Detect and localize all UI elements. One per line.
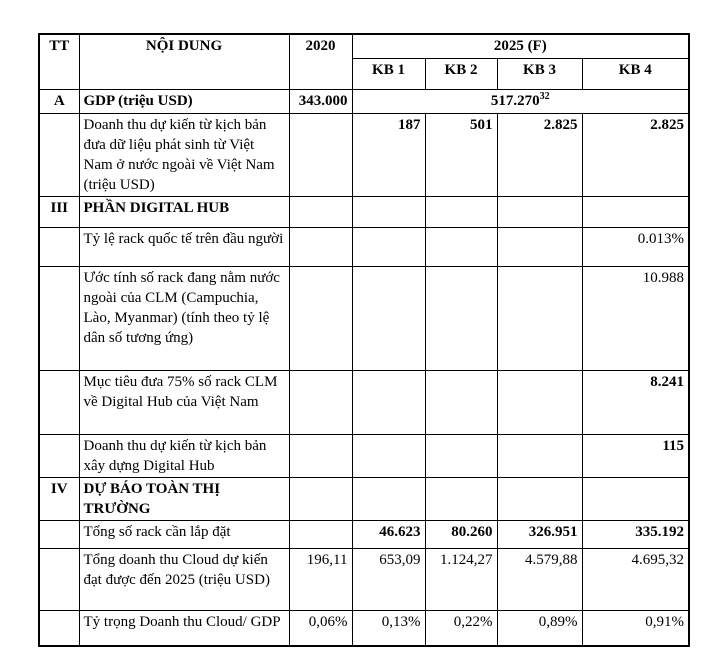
value-cell-kb4: 0,91% [582, 610, 689, 646]
value-cell-merged-2025 [352, 89, 689, 113]
value-cell-kb2: 0,22% [425, 610, 497, 646]
value-cell-kb2: 501 [425, 113, 497, 196]
value-cell-kb2: 1.124,27 [425, 548, 497, 610]
row-index-cell [39, 227, 79, 266]
table-row-revenue-data [39, 113, 689, 196]
row-label-cell: PHẦN DIGITAL HUB [79, 196, 289, 227]
table-row-gdp [39, 89, 689, 113]
footnote-ref-icon: 32 [539, 90, 550, 102]
value-cell-kb1: 187 [352, 113, 425, 196]
table-row-target-75pct [39, 370, 689, 434]
value-cell-kb4: 115 [582, 434, 689, 477]
value-cell-kb1: 0,13% [352, 610, 425, 646]
row-index-cell [39, 520, 79, 548]
row-index-cell [39, 548, 79, 610]
value-cell-2020 [289, 520, 352, 548]
table-row-hub-revenue [39, 434, 689, 477]
value-cell-kb1 [352, 196, 425, 227]
value-cell-kb2: 80.260 [425, 520, 497, 548]
value-cell-kb3: 4.579,88 [497, 548, 582, 610]
table-row-cloud-gdp-ratio [39, 610, 689, 646]
value-cell-kb4: 8.241 [582, 370, 689, 434]
col-header-2025: 2025 (F) [352, 34, 689, 58]
col-header-kb2: KB 2 [425, 58, 497, 89]
value-cell-2020 [289, 477, 352, 520]
row-index-cell [39, 370, 79, 434]
table-row-total-racks [39, 520, 689, 548]
value-cell-kb4: 2.825 [582, 113, 689, 196]
value-cell-kb2 [425, 434, 497, 477]
col-header-kb4: KB 4 [582, 58, 689, 89]
value-cell-kb1 [352, 266, 425, 370]
value-cell-kb2 [425, 196, 497, 227]
value-cell-kb4 [582, 477, 689, 520]
value-cell-kb3: 326.951 [497, 520, 582, 548]
row-index-cell [39, 266, 79, 370]
row-label-cell: Doanh thu dự kiến từ kịch bản đưa dữ liệu phát sinh từ Việt Nam ở nước ngoài về Việt Nam (triệu USD) [79, 113, 289, 196]
col-header-kb1: KB 1 [352, 58, 425, 89]
value-cell-kb3 [497, 477, 582, 520]
gdp-2025-value: 517.270 [490, 92, 540, 109]
value-cell-kb4: 4.695,32 [582, 548, 689, 610]
value-cell-2020: 196,11 [289, 548, 352, 610]
row-label-cell: Ước tính số rack đang nằm nước ngoài của CLM (Campuchia, Lào, Myanmar) (tính theo tỷ lệ dân số tương ứng) [79, 266, 289, 370]
table-row-section-iv [39, 477, 689, 520]
value-cell-2020 [289, 370, 352, 434]
value-cell-kb1 [352, 477, 425, 520]
row-index-cell [39, 434, 79, 477]
value-cell-2020 [289, 113, 352, 196]
row-label-cell: GDP (triệu USD) [79, 89, 289, 113]
col-header-tt: TT [39, 34, 79, 89]
value-cell-2020: 0,06% [289, 610, 352, 646]
row-label-cell: Tổng số rack cần lắp đặt [79, 520, 289, 548]
value-cell-kb1 [352, 370, 425, 434]
row-index-cell [39, 113, 79, 196]
col-header-noi-dung: NỘI DUNG [79, 34, 289, 89]
value-cell-kb4: 10.988 [582, 266, 689, 370]
value-cell-kb4: 0.013% [582, 227, 689, 266]
value-cell-kb3 [497, 227, 582, 266]
table-row-total-cloud-revenue [39, 548, 689, 610]
row-label-cell: Tỷ lệ rack quốc tế trên đầu người [79, 227, 289, 266]
row-label-cell: Tổng doanh thu Cloud dự kiến đạt được đến 2025 (triệu USD) [79, 548, 289, 610]
row-label-cell: DỰ BÁO TOÀN THỊ TRƯỜNG [79, 477, 289, 520]
table-row-section-iii [39, 196, 689, 227]
col-header-kb3: KB 3 [497, 58, 582, 89]
value-cell-kb3: 2.825 [497, 113, 582, 196]
value-cell-kb3 [497, 196, 582, 227]
value-cell-kb4: 335.192 [582, 520, 689, 548]
row-index-cell: III [39, 196, 79, 227]
value-cell-kb2 [425, 370, 497, 434]
forecast-table [38, 33, 690, 647]
value-cell-kb3 [497, 370, 582, 434]
value-cell-kb1 [352, 227, 425, 266]
value-cell-kb1 [352, 434, 425, 477]
value-cell-kb3: 0,89% [497, 610, 582, 646]
value-cell-2020 [289, 196, 352, 227]
row-index-cell: IV [39, 477, 79, 520]
value-cell-kb1: 46.623 [352, 520, 425, 548]
value-cell-2020: 343.000 [289, 89, 352, 113]
table-row-clm-racks [39, 266, 689, 370]
value-cell-kb2 [425, 266, 497, 370]
value-cell-kb3 [497, 434, 582, 477]
value-cell-kb3 [497, 266, 582, 370]
row-index-cell [39, 610, 79, 646]
row-label-cell: Mục tiêu đưa 75% số rack CLM về Digital Hub của Việt Nam [79, 370, 289, 434]
row-index-cell: A [39, 89, 79, 113]
value-cell-2020 [289, 434, 352, 477]
col-header-2020: 2020 [289, 34, 352, 89]
table-row-rack-ratio [39, 227, 689, 266]
header-row-1 [39, 34, 689, 58]
value-cell-kb2 [425, 227, 497, 266]
value-cell-kb1: 653,09 [352, 548, 425, 610]
value-cell-kb4 [582, 196, 689, 227]
value-cell-kb2 [425, 477, 497, 520]
value-cell-2020 [289, 227, 352, 266]
row-label-cell: Tỷ trọng Doanh thu Cloud/ GDP [79, 610, 289, 646]
value-cell-2020 [289, 266, 352, 370]
row-label-cell: Doanh thu dự kiến từ kịch bản xây dựng Digital Hub [79, 434, 289, 477]
